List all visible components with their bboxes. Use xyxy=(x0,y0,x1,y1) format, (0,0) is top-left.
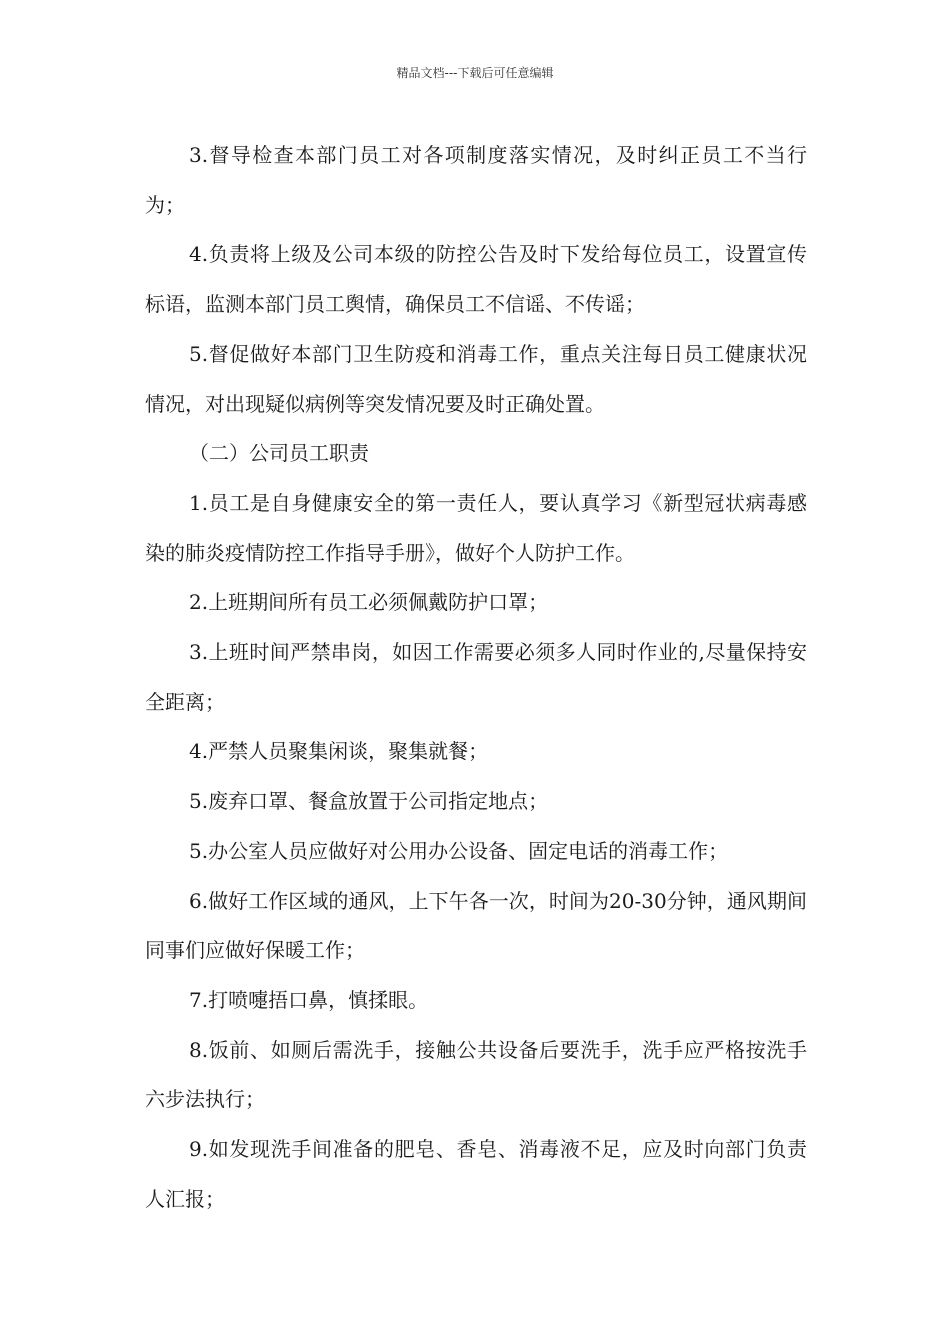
paragraph-item-4-announcements: 4.负责将上级及公司本级的防控公告及时下发给每位员工，设置宣传标语，监测本部门员工舆情，确保员工不信谣、不传谣； xyxy=(145,242,807,317)
document-body xyxy=(145,131,807,1224)
paragraph-duty-3: 3.上班时间严禁串岗，如因工作需要必须多人同时作业的,尽量保持安全距离； xyxy=(145,640,807,714)
paragraph-item-3-supervise: 3.督导检查本部门员工对各项制度落实情况，及时纠正员工不当行为； xyxy=(145,143,807,217)
section-heading-employee-duties: （二）公司员工职责 xyxy=(189,441,369,466)
paragraph-duty-5b: 5.办公室人员应做好对公用办公设备、固定电话的消毒工作； xyxy=(189,838,729,863)
page-header: 精品文档---下载后可任意编辑 xyxy=(396,66,554,80)
paragraph-duty-6: 6.做好工作区域的通风，上下午各一次，时间为20-30分钟，通风期间同事们应做好保暖工作； xyxy=(145,888,807,963)
paragraph-duty-9: 9.如发现洗手间准备的肥皂、香皂、消毒液不足，应及时向部门负责人汇报； xyxy=(145,1137,807,1211)
paragraph-duty-2: 2.上班期间所有员工必须佩戴防护口罩； xyxy=(189,590,549,615)
paragraph-duty-1: 1.员工是自身健康安全的第一责任人，要认真学习《新型冠状病毒感染的肺炎疫情防控工作指导手册》，做好个人防护工作。 xyxy=(145,490,807,565)
paragraph-duty-8: 8.饭前、如厕后需洗手，接触公共设备后要洗手，洗手应严格按洗手六步法执行； xyxy=(145,1037,807,1112)
paragraph-duty-4: 4.严禁人员聚集闲谈，聚集就餐； xyxy=(189,739,489,764)
paragraph-item-5-disinfection: 5.督促做好本部门卫生防疫和消毒工作，重点关注每日员工健康状况情况，对出现疑似病例等突发情况要及时正确处置。 xyxy=(145,341,807,416)
paragraph-duty-5a: 5.废弃口罩、餐盒放置于公司指定地点； xyxy=(189,789,549,814)
paragraph-duty-7: 7.打喷嚏捂口鼻，慎揉眼。 xyxy=(189,987,429,1012)
